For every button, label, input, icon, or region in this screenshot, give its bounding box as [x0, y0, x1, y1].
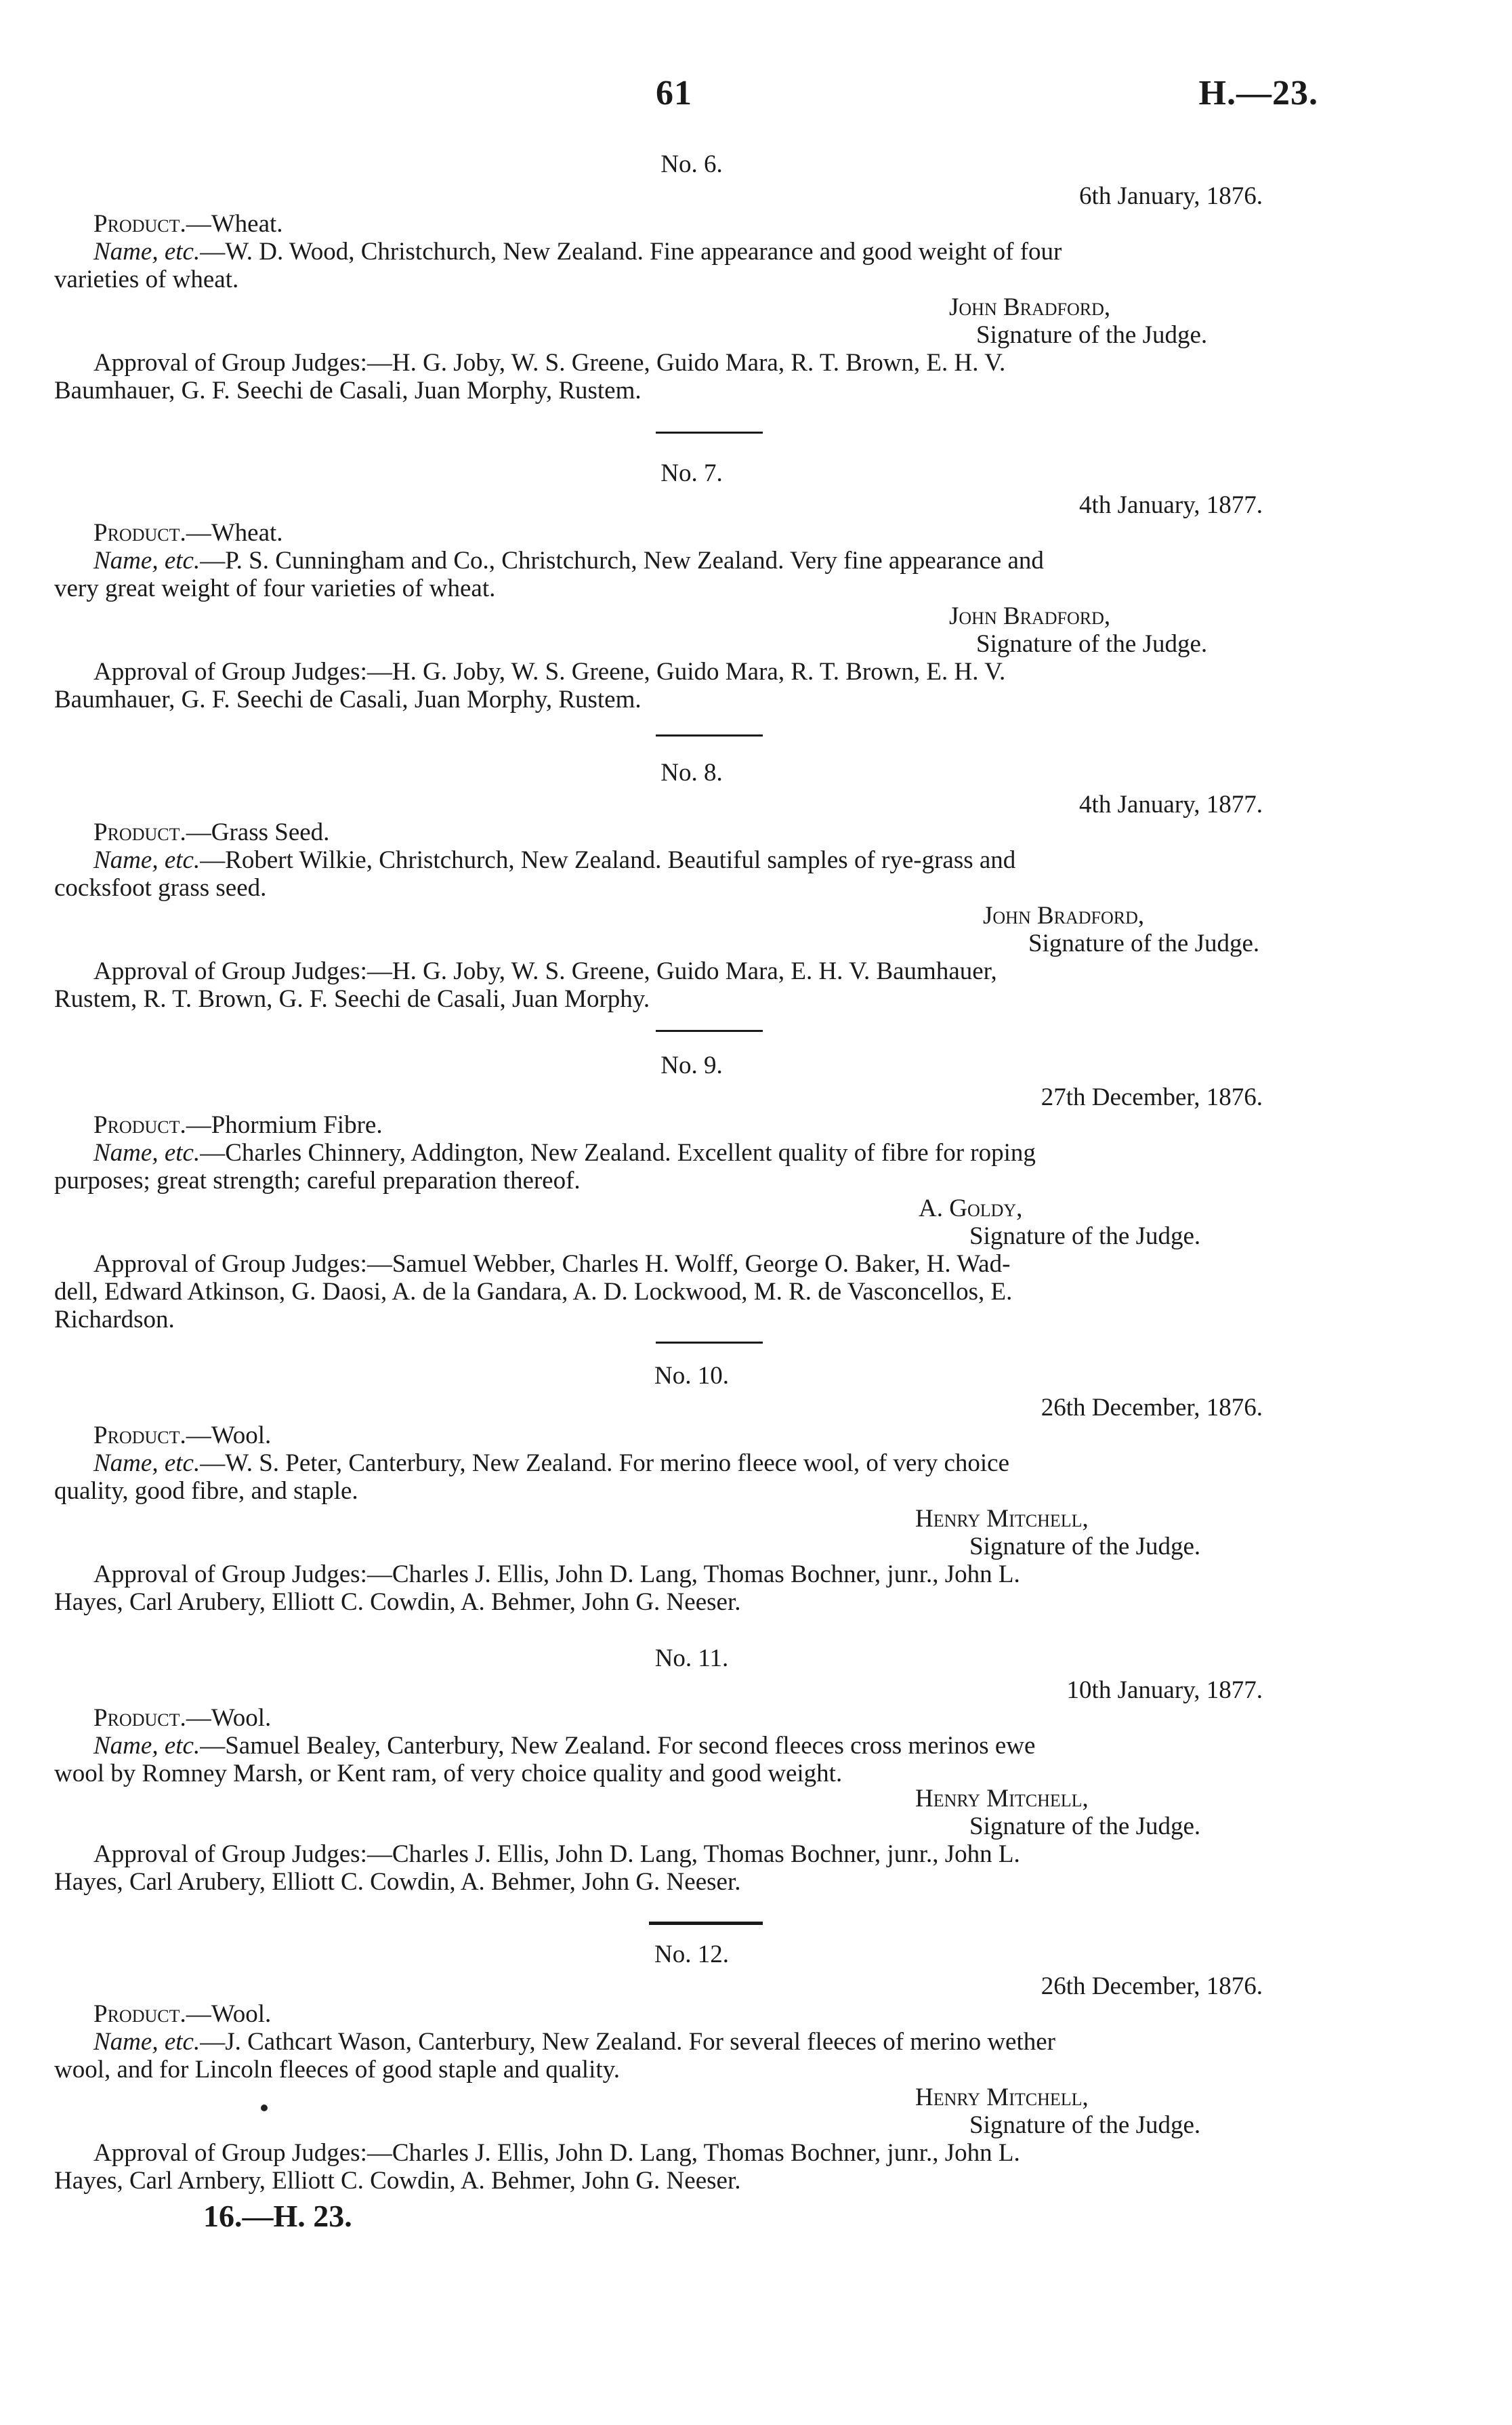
product-value: —Wool.: [186, 1422, 272, 1449]
approval-continuation: Hayes, Carl Arnbery, Elliott C. Cowdin, A. Behmer, John G. Neeser.: [54, 2167, 741, 2195]
product-value: —Wool.: [186, 1704, 272, 1732]
name-label: Name, etc.: [93, 1449, 201, 1477]
entry-number: No. 9.: [660, 1052, 723, 1079]
product-line: [93, 1111, 1324, 1139]
name-value: —Robert Wilkie, Christchurch, New Zealand. Beautiful samples of rye-grass and: [200, 846, 1016, 874]
award-entry: [54, 459, 1324, 713]
approval-line: Approval of Group Judges:—Charles J. Ellis, John D. Lang, Thomas Bochner, junr., John L.: [93, 2139, 1020, 2167]
approval-continuation: Baumhauer, G. F. Seechi de Casali, Juan Morphy, Rustem.: [54, 686, 642, 713]
award-entry: [54, 1644, 1324, 1896]
name-line: [93, 2028, 1324, 2056]
product-line: [93, 818, 1324, 846]
printer-signature-mark: 16.—H. 23.: [203, 2199, 352, 2233]
product-line: [93, 1422, 1324, 1449]
name-continuation: cocksfoot grass seed.: [54, 874, 267, 902]
name-line: [93, 846, 1324, 874]
name-continuation: purposes; great strength; careful preparation thereof.: [54, 1167, 581, 1195]
award-entry: [54, 150, 1324, 405]
name-value: —P. S. Cunningham and Co., Christchurch, New Zealand. Very fine appearance and: [200, 547, 1044, 575]
approval-continuation: Richardson.: [54, 1306, 175, 1333]
judge-name: Henry Mitchell,: [915, 1785, 1089, 1812]
name-line: [93, 547, 1324, 575]
product-label: Product.: [93, 818, 186, 846]
name-continuation: varieties of wheat.: [54, 266, 239, 293]
entry-date: 27th December, 1876.: [1041, 1083, 1263, 1111]
award-entry: [54, 759, 1324, 1013]
name-value: —W. S. Peter, Canterbury, New Zealand. For merino fleece wool, of very choice: [200, 1449, 1010, 1477]
section-divider: [656, 1030, 763, 1032]
name-continuation: wool by Romney Marsh, or Kent ram, of very choice quality and good weight.: [54, 1760, 843, 1787]
product-label: Product.: [93, 519, 186, 547]
product-label: Product.: [93, 2000, 186, 2028]
judge-name: John Bradford,: [949, 602, 1111, 630]
product-label: Product.: [93, 1704, 186, 1732]
section-divider: [656, 432, 763, 434]
name-label: Name, etc.: [93, 238, 201, 266]
approval-continuation: Rustem, R. T. Brown, G. F. Seechi de Casali, Juan Morphy.: [54, 985, 650, 1013]
product-label: Product.: [93, 1422, 186, 1449]
name-continuation: wool, and for Lincoln fleeces of good staple and quality.: [54, 2056, 620, 2084]
approval-continuation: dell, Edward Atkinson, G. Daosi, A. de la Gandara, A. D. Lockwood, M. R. de Vasconcellos, E.: [54, 1278, 1013, 1306]
entry-number: No. 11.: [654, 1644, 729, 1672]
judge-name: John Bradford,: [949, 293, 1111, 321]
ink-dot: [261, 2105, 268, 2111]
product-line: [93, 210, 1324, 238]
name-value: —Samuel Bealey, Canterbury, New Zealand. For second fleeces cross merinos ewe: [200, 1732, 1036, 1760]
entry-date: 4th January, 1877.: [1079, 791, 1263, 818]
judge-name: John Bradford,: [983, 902, 1145, 930]
judge-signature-caption: Signature of the Judge.: [1028, 930, 1260, 957]
approval-line: Approval of Group Judges:—Charles J. Ellis, John D. Lang, Thomas Bochner, junr., John L.: [93, 1840, 1020, 1868]
judge-signature-caption: Signature of the Judge.: [976, 321, 1208, 349]
name-line: [93, 1139, 1324, 1167]
approval-continuation: Hayes, Carl Arubery, Elliott C. Cowdin, A. Behmer, John G. Neeser.: [54, 1588, 741, 1616]
award-entry: [54, 1362, 1324, 1616]
section-divider: [656, 1342, 763, 1344]
entry-date: 4th January, 1877.: [1079, 491, 1263, 519]
name-line: [93, 1732, 1324, 1760]
name-continuation: very great weight of four varieties of wheat.: [54, 575, 496, 602]
judge-signature-caption: Signature of the Judge.: [969, 1222, 1201, 1250]
approval-continuation: Baumhauer, G. F. Seechi de Casali, Juan Morphy, Rustem.: [54, 377, 642, 405]
award-entry: [54, 1941, 1324, 2195]
name-continuation: quality, good fibre, and staple.: [54, 1477, 358, 1505]
approval-line: Approval of Group Judges:—Samuel Webber, Charles H. Wolff, George O. Baker, H. Wad-: [93, 1250, 1011, 1278]
product-value: —Grass Seed.: [186, 818, 330, 846]
entry-number: No. 6.: [660, 150, 723, 178]
entry-number: No. 7.: [660, 459, 723, 487]
judge-signature-caption: Signature of the Judge.: [976, 630, 1208, 658]
entry-date: 26th December, 1876.: [1041, 1972, 1263, 2000]
judge-name: A. Goldy,: [919, 1195, 1023, 1222]
entry-date: 26th December, 1876.: [1041, 1394, 1263, 1422]
product-label: Product.: [93, 1111, 186, 1139]
name-label: Name, etc.: [93, 2028, 201, 2056]
judge-name: Henry Mitchell,: [915, 2084, 1089, 2111]
judge-signature-caption: Signature of the Judge.: [969, 1533, 1201, 1560]
entry-number: No. 8.: [660, 759, 723, 787]
product-line: [93, 519, 1324, 547]
name-value: —W. D. Wood, Christchurch, New Zealand. Fine appearance and good weight of four: [200, 238, 1062, 266]
entry-date: 10th January, 1877.: [1066, 1676, 1263, 1704]
approval-line: Approval of Group Judges:—H. G. Joby, W. S. Greene, Guido Mara, R. T. Brown, E. H. V.: [93, 658, 1006, 686]
page-number: 61: [656, 74, 692, 112]
entry-number: No. 12.: [654, 1941, 729, 1968]
document-reference: H.—23.: [1198, 74, 1318, 112]
approval-line: Approval of Group Judges:—H. G. Joby, W. S. Greene, Guido Mara, R. T. Brown, E. H. V.: [93, 349, 1006, 377]
entry-number: No. 10.: [654, 1362, 729, 1390]
product-value: —Phormium Fibre.: [186, 1111, 383, 1139]
name-label: Name, etc.: [93, 1139, 201, 1167]
product-value: —Wool.: [186, 2000, 272, 2028]
product-value: —Wheat.: [186, 519, 283, 547]
award-entry: [54, 1052, 1324, 1333]
name-value: —J. Cathcart Wason, Canterbury, New Zealand. For several fleeces of merino wether: [200, 2028, 1055, 2056]
approval-line: Approval of Group Judges:—H. G. Joby, W. S. Greene, Guido Mara, E. H. V. Baumhauer,: [93, 957, 997, 985]
name-label: Name, etc.: [93, 846, 201, 874]
approval-line: Approval of Group Judges:—Charles J. Ellis, John D. Lang, Thomas Bochner, junr., John L.: [93, 1560, 1020, 1588]
judge-signature-caption: Signature of the Judge.: [969, 1812, 1201, 1840]
judge-name: Henry Mitchell,: [915, 1505, 1089, 1533]
product-line: [93, 1704, 1324, 1732]
section-divider: [656, 734, 763, 737]
section-divider: [649, 1922, 763, 1925]
approval-continuation: Hayes, Carl Arubery, Elliott C. Cowdin, A. Behmer, John G. Neeser.: [54, 1868, 741, 1896]
name-line: [93, 1449, 1324, 1477]
judge-signature-caption: Signature of the Judge.: [969, 2111, 1201, 2139]
product-line: [93, 2000, 1324, 2028]
product-value: —Wheat.: [186, 210, 283, 238]
name-value: —Charles Chinnery, Addington, New Zealand. Excellent quality of fibre for roping: [200, 1139, 1036, 1167]
name-label: Name, etc.: [93, 547, 201, 575]
name-label: Name, etc.: [93, 1732, 201, 1760]
product-label: Product.: [93, 210, 186, 238]
name-line: [93, 238, 1324, 266]
entry-date: 6th January, 1876.: [1079, 182, 1263, 210]
